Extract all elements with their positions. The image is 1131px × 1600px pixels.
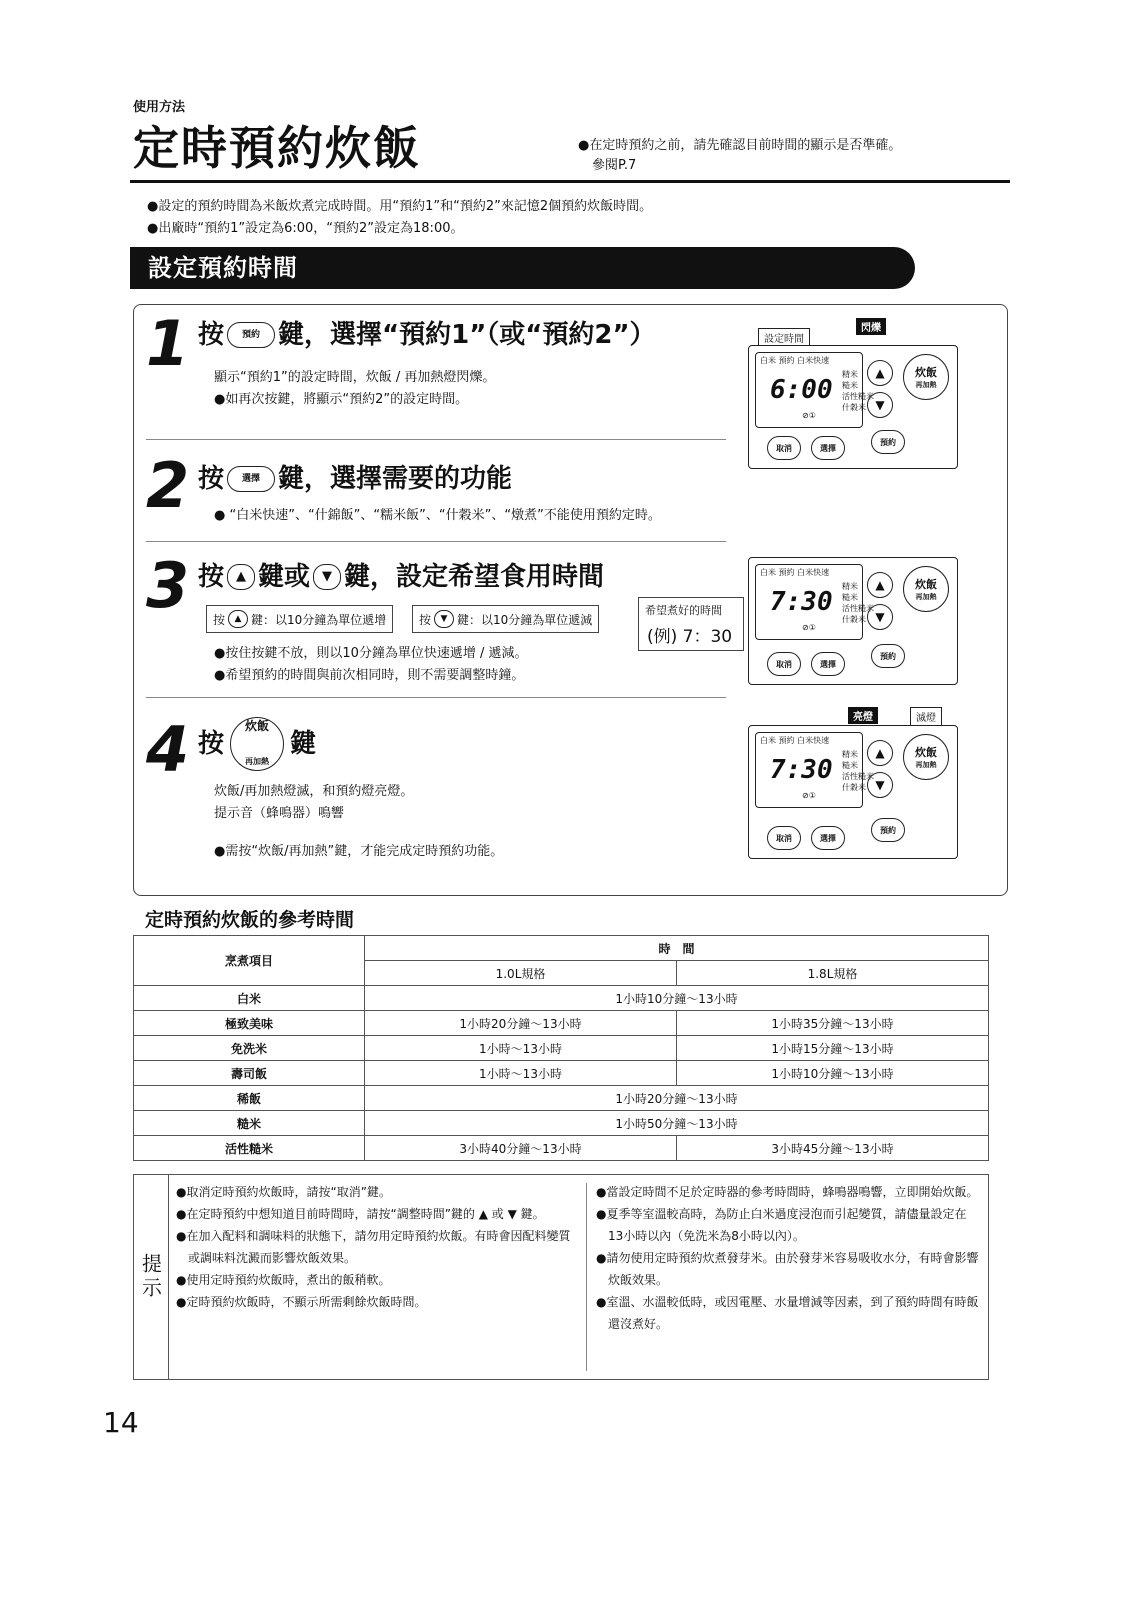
tips-box	[133, 1174, 989, 1380]
lcd-label: 什穀米	[842, 783, 866, 792]
reserve-button-icon: 預約	[871, 430, 905, 454]
header-10l: 1.0L規格	[365, 961, 677, 986]
tip-item: ●請勿使用定時預約炊煮發芽米。由於發芽米容易吸收水分，有時會影響炊飯效果。	[596, 1251, 979, 1287]
cook-button-icon	[903, 566, 949, 612]
step-line: ●如再次按鍵，將顯示“預約2”的設定時間。	[214, 392, 469, 407]
title-note-line: ●在定時預約之前，請先確認目前時間的顯示是否準確。	[578, 138, 902, 153]
reference-title: 定時預約炊飯的參考時間	[145, 909, 355, 931]
tip-item: ●夏季等室溫較高時，為防止白米過度浸泡而引起變質，請儘量設定在13小時以內（免洗米為8小時以內）。	[596, 1207, 967, 1243]
title-rule	[130, 180, 1010, 183]
lcd-mark: ⊘①	[802, 791, 816, 800]
step-heading-post: 鍵，設定希望食用時間	[344, 562, 605, 592]
step-divider	[146, 541, 726, 542]
step-body	[214, 643, 528, 687]
row-time-10l: 1小時20分鐘～13小時	[365, 1011, 677, 1036]
cancel-button-icon: 取消	[767, 652, 801, 676]
cook-sub-label: 再加熱	[915, 593, 937, 601]
header-18l: 1.8L規格	[677, 961, 989, 986]
reserve-button-icon: 預約	[871, 818, 905, 842]
down-key-icon: ▼	[434, 610, 454, 628]
desired-time-callout	[638, 597, 744, 651]
tips-left	[176, 1181, 576, 1313]
step-number: 3	[146, 549, 190, 622]
step-divider	[146, 697, 726, 698]
cook-key-sub-label: 再加熱	[245, 757, 270, 766]
lcd-label: 糙米	[842, 381, 858, 390]
note-post: 鍵：以10分鐘為單位遞減	[457, 612, 593, 627]
lcd-screen	[755, 352, 874, 428]
callout-value: (例) 7：30	[647, 627, 733, 647]
step-body	[214, 781, 413, 825]
lcd-label: 什穀米	[842, 615, 866, 624]
step-divider	[146, 439, 726, 440]
step-number: 2	[146, 449, 190, 522]
table-row	[134, 1086, 989, 1111]
set-time-tag: 設定時間	[758, 328, 810, 347]
row-time-18l: 3小時45分鐘～13小時	[677, 1136, 989, 1161]
row-time: 1小時50分鐘～13小時	[365, 1111, 989, 1136]
cook-label: 炊飯	[915, 578, 937, 591]
increment-note	[206, 605, 393, 633]
note-pre: 按	[213, 612, 226, 627]
note-pre: 按	[419, 612, 432, 627]
lcd-digits: 7:30	[770, 587, 833, 617]
lcd-digits: 7:30	[770, 755, 833, 785]
section-label: 使用方法	[133, 100, 186, 115]
row-item: 稀飯	[134, 1086, 365, 1111]
row-time: 1小時10分鐘～13小時	[365, 986, 989, 1011]
row-item: 白米	[134, 986, 365, 1011]
step-line: ●按住按鍵不放，則以10分鐘為單位快速遞增 / 遞減。	[214, 646, 528, 661]
cook-label: 炊飯	[915, 366, 937, 379]
row-item: 壽司飯	[134, 1061, 365, 1086]
step-heading	[198, 559, 604, 595]
table-row	[134, 1061, 989, 1086]
step-number: 1	[146, 307, 190, 380]
step-heading-pre: 按	[198, 464, 225, 494]
step-heading	[198, 461, 512, 497]
lcd-label: 精米	[842, 750, 858, 759]
step-heading-pre: 按	[198, 320, 225, 350]
step-heading	[198, 317, 656, 353]
tip-item: ●使用定時預約炊飯時，煮出的飯稍軟。	[176, 1273, 391, 1287]
cook-sub-label: 再加熱	[915, 761, 937, 769]
tips-separator	[586, 1183, 587, 1371]
row-item: 免洗米	[134, 1036, 365, 1061]
step-line: 提示音（蜂鳴器）鳴響	[214, 806, 345, 821]
table-header-row	[134, 936, 989, 961]
step-line: ●希望預約的時間與前次相同時，則不需要調整時鐘。	[214, 668, 525, 683]
table-row	[134, 1011, 989, 1036]
step-body	[214, 367, 495, 411]
decrement-note	[412, 605, 599, 633]
tip-item: ●在加入配料和調味料的狀態下，請勿用定時預約炊飯。有時會因配料變質或調味料沈澱而影響炊飯效果。	[176, 1229, 571, 1265]
step-line: 炊飯/再加熱燈滅，和預約燈亮燈。	[214, 784, 414, 799]
cook-button-icon	[903, 354, 949, 400]
step-heading-pre: 按	[198, 562, 225, 592]
lcd-label: 活性糙米	[842, 604, 874, 613]
step-heading-mid: 鍵或	[258, 562, 311, 592]
lcd-label: 活性糙米	[842, 392, 874, 401]
row-time-10l: 1小時～13小時	[365, 1036, 677, 1061]
intro-line: ●設定的預約時間為米飯炊煮完成時間。用“預約1”和“預約2”來記憶2個預約炊飯時間。	[147, 199, 653, 214]
tip-item: ●當設定時間不足於定時器的參考時間時，蜂鳴器鳴響，立即開始炊飯。	[596, 1185, 979, 1199]
row-time-18l: 1小時10分鐘～13小時	[677, 1061, 989, 1086]
reserve-button-icon: 預約	[871, 644, 905, 668]
lcd-digits: 6:00	[770, 375, 833, 405]
lcd-label: 糙米	[842, 593, 858, 602]
row-time-18l: 1小時15分鐘～13小時	[677, 1036, 989, 1061]
tip-item: ●取消定時預約炊飯時，請按“取消”鍵。	[176, 1185, 391, 1199]
up-button-icon: ▲	[867, 360, 893, 386]
row-time-18l: 1小時35分鐘～13小時	[677, 1011, 989, 1036]
step-heading-pre: 按	[198, 729, 225, 759]
down-button-icon: ▼	[867, 772, 893, 798]
lcd-screen	[755, 732, 874, 808]
step-number: 4	[146, 713, 190, 786]
steps-box	[133, 304, 1008, 896]
cancel-button-icon: 取消	[767, 826, 801, 850]
title-note	[578, 136, 998, 176]
up-key-icon: ▲	[227, 564, 255, 590]
lcd-label: 精米	[842, 582, 858, 591]
callout-title: 希望煮好的時間	[645, 604, 722, 617]
cook-label: 炊飯	[915, 746, 937, 759]
control-panel	[748, 725, 958, 859]
up-button-icon: ▲	[867, 740, 893, 766]
tip-item: ●定時預約炊飯時，不顯示所需剩餘炊飯時間。	[176, 1295, 427, 1309]
section-banner: 設定預約時間	[130, 247, 915, 289]
step-heading-post: 鍵，選擇需要的功能	[278, 464, 513, 494]
note-post: 鍵：以10分鐘為單位遞增	[251, 612, 387, 627]
cancel-button-icon: 取消	[767, 436, 801, 460]
table-row	[134, 986, 989, 1011]
title-note-ref: 參閱P.7	[592, 158, 637, 173]
lcd-screen	[755, 564, 874, 640]
header-time: 時 間	[365, 936, 989, 961]
step-heading	[198, 717, 316, 771]
lcd-menu: 白米 預約 白米快速	[760, 568, 830, 577]
cook-button-icon	[903, 734, 949, 780]
row-item: 活性糙米	[134, 1136, 365, 1161]
select-key-icon: 選擇	[227, 466, 275, 492]
step-line: ● “白米快速”、“什錦飯”、“糯米飯”、“什穀米”、“燉煮”不能使用預約定時。	[214, 508, 661, 523]
reference-table	[133, 935, 989, 1161]
up-button-icon: ▲	[867, 572, 893, 598]
table-row	[134, 1036, 989, 1061]
row-time-10l: 3小時40分鐘～13小時	[365, 1136, 677, 1161]
up-key-icon: ▲	[228, 610, 248, 628]
reserve-key-icon: 預約	[227, 322, 275, 348]
tip-item: ●在定時預約中想知道目前時間時，請按“調整時間”鍵的 ▲ 或 ▼ 鍵。	[176, 1207, 545, 1221]
step-line: 顯示“預約1”的設定時間，炊飯 / 再加熱燈閃爍。	[214, 370, 496, 385]
lcd-label: 糙米	[842, 761, 858, 770]
table-row	[134, 1111, 989, 1136]
row-item: 極致美味	[134, 1011, 365, 1036]
control-panel	[748, 557, 958, 685]
lcd-label: 活性糙米	[842, 772, 874, 781]
step-heading-post: 鍵	[290, 729, 317, 759]
page-title: 定時預約炊飯	[133, 121, 421, 175]
tips-right	[596, 1181, 980, 1335]
header-item: 烹煮項目	[134, 936, 365, 986]
row-item: 糙米	[134, 1111, 365, 1136]
light-off-tag: 滅燈	[910, 707, 942, 726]
select-button-icon: 選擇	[811, 652, 845, 676]
light-on-tag: 亮燈	[848, 707, 878, 724]
select-button-icon: 選擇	[811, 436, 845, 460]
lcd-label: 精米	[842, 370, 858, 379]
cook-key-label: 炊飯	[245, 719, 270, 733]
step-note: ●需按“炊飯/再加熱”鍵，才能完成定時預約功能。	[214, 844, 504, 859]
cook-key-icon	[230, 717, 284, 771]
lcd-mark: ⊘①	[802, 411, 816, 420]
down-button-icon: ▼	[867, 604, 893, 630]
row-time: 1小時20分鐘～13小時	[365, 1086, 989, 1111]
step-heading-post: 鍵，選擇“預約1”（或“預約2”）	[278, 320, 656, 350]
intro-notes	[147, 196, 652, 240]
tips-label: 提示	[134, 1175, 169, 1379]
lcd-menu: 白米 預約 白米快速	[760, 736, 830, 745]
row-time-10l: 1小時～13小時	[365, 1061, 677, 1086]
down-button-icon: ▼	[867, 392, 893, 418]
lcd-mark: ⊘①	[802, 623, 816, 632]
select-button-icon: 選擇	[811, 826, 845, 850]
table-row	[134, 1136, 989, 1161]
lcd-label: 什穀米	[842, 403, 866, 412]
down-key-icon: ▼	[313, 564, 341, 590]
intro-line: ●出廠時“預約1”設定為6:00，“預約2”設定為18:00。	[147, 221, 464, 236]
tip-item: ●室溫、水溫較低時，或因電壓、水量增減等因素，到了預約時間有時飯還沒煮好。	[596, 1295, 979, 1331]
page-number: 14	[103, 1406, 139, 1439]
control-panel	[748, 345, 958, 469]
cook-sub-label: 再加熱	[915, 381, 937, 389]
flash-tag: 閃爍	[856, 318, 886, 335]
lcd-menu: 白米 預約 白米快速	[760, 356, 830, 365]
